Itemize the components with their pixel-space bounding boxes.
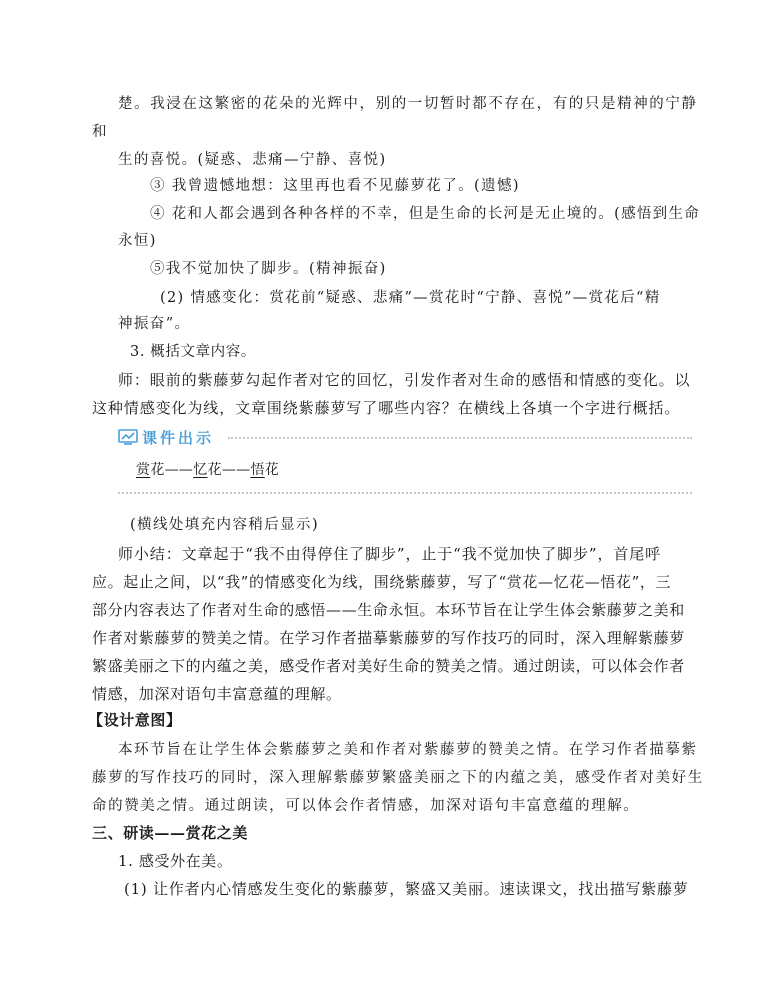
flow-connector: 花 (264, 462, 280, 478)
blank-word-1: 赏 (136, 462, 151, 478)
courseware-icon (118, 429, 138, 445)
courseware-title: 课件出示 (142, 429, 215, 447)
courseware-banner (118, 426, 692, 450)
note-line: (横线处填充内容稍后显示) (130, 517, 320, 533)
blank-word-2: 忆 (193, 462, 208, 478)
para-line: 藤萝的写作技巧的同时，深入理解紫藤萝繁盛美丽之下的内蕴之美，感受作者对美好生 (92, 770, 704, 786)
para-line: 3. 概括文章内容。 (130, 344, 256, 360)
para-line: (2) 情感变化：赏花前“疑惑、悲痛”—赏花时“宁静、喜悦”—赏花后“精 (160, 290, 661, 306)
para-line: 神振奋”。 (118, 316, 191, 332)
para-line: 这种情感变化为线，文章围绕紫藤萝写了哪些内容？在横线上各填一个字进行概括。 (92, 399, 681, 417)
para-line: 和 (92, 124, 108, 140)
para-line: ④ 花和人都会遇到各种各样的不幸，但是生命的长河是无止境的。(感悟到生命 (150, 206, 701, 222)
para-line: 应。起止之间，以“我”的情感变化为线，围绕紫藤萝，写了“赏花—忆花—悟花”，三 (92, 573, 672, 591)
section-heading: 三、研读——赏花之美 (92, 824, 249, 842)
para-line: (1) 让作者内心情感发生变化的紫藤萝，繁盛又美丽。速读课文，找出描写紫藤萝 (124, 880, 689, 898)
para-line: 师：眼前的紫藤萝勾起作者对它的回忆，引发作者对生命的感悟和情感的变化。以 (118, 371, 691, 389)
para-line: 师小结：文章起于“我不由得停住了脚步”，止于“我不觉加快了脚步”，首尾呼 (118, 545, 662, 563)
flow-line (136, 460, 279, 480)
para-line: 本环节旨在让学生体会紫藤萝之美和作者对紫藤萝的赞美之情。在学习作者描摹紫 (118, 742, 698, 758)
para-line: ③ 我曾遗憾地想：这里再也看不见藤萝花了。(遗憾) (150, 178, 520, 194)
blank-word-3: 悟 (250, 462, 265, 478)
para-line: 1. 感受外在美。 (118, 852, 233, 870)
flow-connector: 花—— (150, 462, 194, 478)
para-line: 情感，加深对语句丰富意蕴的理解。 (92, 685, 342, 703)
para-line: 繁盛美丽之下的内蕴之美，感受作者对美好生命的赞美之情。通过朗读，可以体会作者 (92, 657, 685, 675)
para-line: 部分内容表达了作者对生命的感悟——生命永恒。本环节旨在让学生体会紫藤萝之美和 (92, 601, 685, 619)
para-line: ⑤我不觉加快了脚步。(精神振奋) (150, 261, 387, 277)
divider (228, 437, 692, 439)
para-line: 作者对紫藤萝的赞美之情。在学习作者描摹紫藤萝的写作技巧的同时，深入理解紫藤萝 (92, 629, 685, 647)
flow-connector: 花—— (207, 462, 251, 478)
section-heading: 【设计意图】 (88, 711, 182, 729)
para-line: 永恒) (118, 233, 157, 249)
para-line: 楚。我浸在这繁密的花朵的光辉中，别的一切暂时都不存在，有的只是精神的宁静 (118, 96, 698, 112)
para-line: 生的喜悦。(疑惑、悲痛—宁静、喜悦) (118, 152, 387, 168)
para-line: 命的赞美之情。通过朗读，可以体会作者情感，加深对语句丰富意蕴的理解。 (92, 798, 640, 814)
divider (118, 492, 692, 494)
